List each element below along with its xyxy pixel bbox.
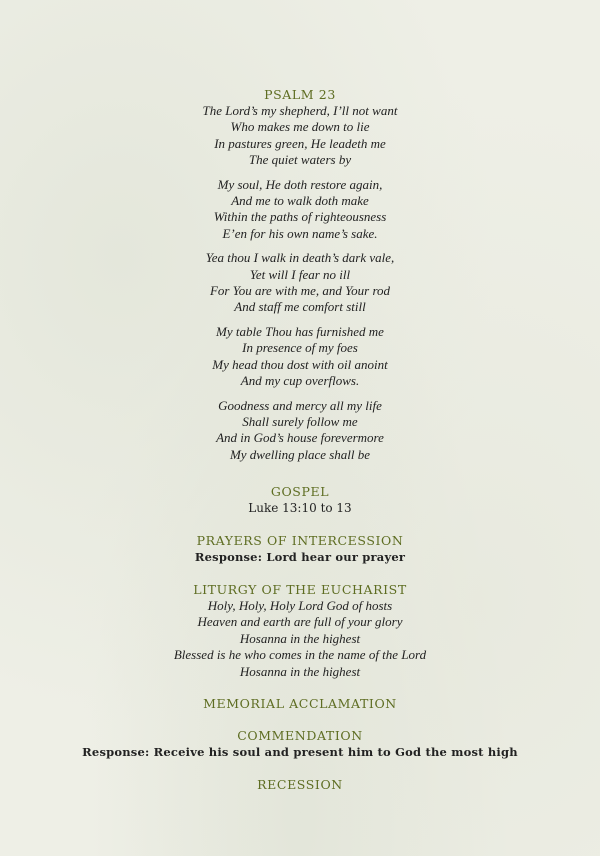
commendation-response: Response: Receive his soul and present him to God the most high xyxy=(82,745,518,759)
verse-line: My dwelling place shall be xyxy=(229,446,371,462)
eucharist-heading: LITURGY OF THE EUCHARIST xyxy=(193,582,407,597)
verse-line: The Lord’s my shepherd, I’ll not want xyxy=(202,103,398,118)
memorial-heading: MEMORIAL ACCLAMATION xyxy=(203,696,397,711)
verse-line: And in God’s house forevermore xyxy=(216,430,384,446)
gospel-reference: Luke 13:10 to 13 xyxy=(248,501,352,515)
gospel-heading: GOSPEL xyxy=(270,484,330,499)
verse-line: And my cup overflows. xyxy=(240,373,360,389)
eucharist-line: Hosanna in the highest xyxy=(239,663,361,679)
psalm-stanza xyxy=(0,177,600,243)
eucharist-line: Heaven and earth are full of your glory xyxy=(197,614,403,630)
prayers-response: Response: Lord hear our prayer xyxy=(194,550,406,564)
verse-line: In pastures green, He leadeth me xyxy=(214,135,386,151)
verse-line: E’en for his own name’s sake. xyxy=(222,225,378,241)
verse-line: Yea thou I walk in death’s dark vale, xyxy=(205,250,395,266)
memorial-section xyxy=(0,696,600,712)
eucharist-line: Holy, Holy, Holy Lord God of hosts xyxy=(207,598,393,613)
eucharist-text xyxy=(0,598,600,680)
eucharist-line: Hosanna in the highest xyxy=(239,630,361,646)
verse-line: Who makes me down to lie xyxy=(230,119,370,135)
psalm-heading: PSALM 23 xyxy=(264,87,336,102)
verse-line: Within the paths of righteousness xyxy=(213,209,387,225)
recession-section xyxy=(0,777,600,793)
verse-line: And me to walk doth make xyxy=(231,193,369,209)
eucharist-section xyxy=(0,582,600,680)
verse-line: The quiet waters by xyxy=(248,152,352,168)
psalm-stanza xyxy=(0,324,600,390)
commendation-section xyxy=(0,728,600,760)
verse-line: Yet will I fear no ill xyxy=(249,266,351,282)
verse-line: Goodness and mercy all my life xyxy=(218,397,382,413)
recession-heading: RECESSION xyxy=(257,777,343,792)
verse-line: My table Thou has furnished me xyxy=(216,323,384,339)
psalm-stanza xyxy=(0,250,600,316)
verse-line: Shall surely follow me xyxy=(242,413,358,429)
verse-line: My soul, He doth restore again, xyxy=(217,176,383,192)
prayers-heading: PRAYERS OF INTERCESSION xyxy=(196,533,404,548)
psalm-section xyxy=(0,87,600,463)
psalm-stanza xyxy=(0,398,600,464)
verse-line: My head thou dost with oil anoint xyxy=(212,356,388,372)
verse-line: For You are with me, and Your rod xyxy=(209,283,391,299)
verse-line: In presence of my foes xyxy=(242,340,358,356)
prayers-section xyxy=(0,533,600,565)
psalm-stanza xyxy=(0,103,600,169)
verse-line: And staff me comfort still xyxy=(234,299,366,315)
eucharist-line: Blessed is he who comes in the name of the Lord xyxy=(173,647,427,663)
commendation-heading: COMMENDATION xyxy=(237,728,363,743)
gospel-section xyxy=(0,484,600,516)
psalm-verses xyxy=(0,103,600,463)
